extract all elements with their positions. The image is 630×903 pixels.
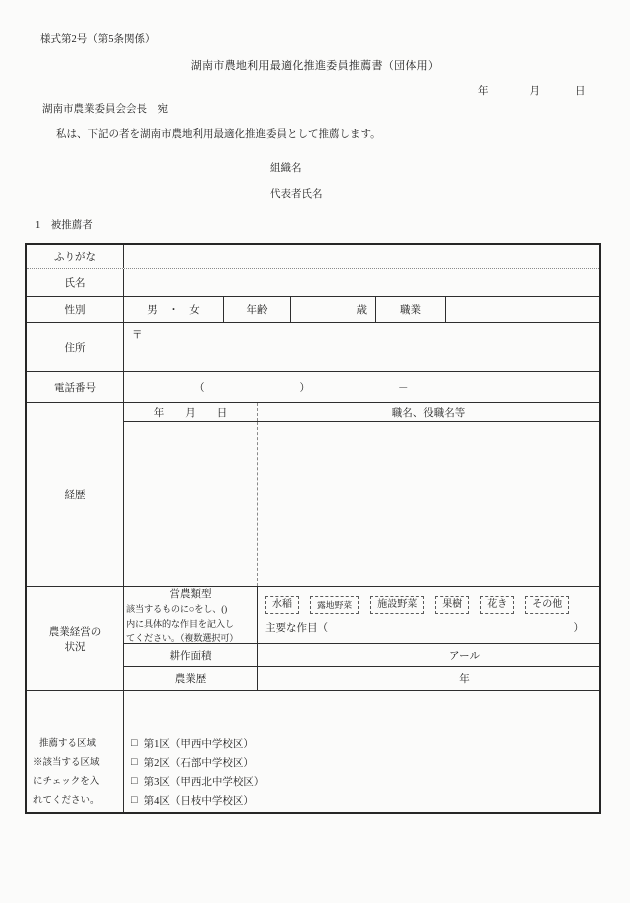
farming-status-label-line1: 農業経営の xyxy=(48,626,102,638)
date-line xyxy=(478,83,586,98)
phone-paren-close: ） xyxy=(299,382,310,394)
occupation-label: 職業 xyxy=(376,297,446,322)
district-label xyxy=(27,691,124,812)
table-row-furigana xyxy=(27,245,599,269)
career-position-header: 職名、役職名等 xyxy=(391,407,466,419)
date-year-label: 年 xyxy=(478,86,489,97)
career-body xyxy=(124,422,599,586)
form-number: 様式第2号（第5条関係） xyxy=(40,34,156,45)
career-date-input[interactable] xyxy=(124,422,258,586)
table-row-career xyxy=(27,403,599,587)
option-box-flowers[interactable]: 花き xyxy=(480,596,514,614)
postal-mark: 〒 xyxy=(132,330,143,341)
farming-history-row xyxy=(124,667,599,690)
farming-type-label-cell xyxy=(124,587,258,643)
farming-status-label-line2: 状況 xyxy=(64,641,86,653)
district-option-1 xyxy=(131,734,599,753)
farming-type-options xyxy=(265,596,589,614)
phone-label: 電話番号 xyxy=(27,372,124,402)
career-date-header: 年 月 日 xyxy=(124,403,258,421)
address-label: 住所 xyxy=(27,323,124,371)
phone-dash: － xyxy=(398,382,409,394)
farming-type-row xyxy=(124,587,599,644)
farming-history-input[interactable]: 年 xyxy=(459,674,470,685)
table-row-phone xyxy=(27,372,599,403)
district-label-line4: れてください。 xyxy=(33,796,100,806)
district-option-4-label: 第4区（日枝中学校区） xyxy=(143,796,254,807)
gender-label: 性別 xyxy=(27,297,124,322)
name-input[interactable] xyxy=(124,269,599,296)
age-label: 年齢 xyxy=(224,297,291,322)
district-checkbox-3[interactable]: □ xyxy=(131,775,138,787)
district-option-4 xyxy=(131,791,599,810)
district-label-line3: にチェックを入 xyxy=(33,777,100,787)
farming-area xyxy=(124,587,599,690)
career-position-input[interactable] xyxy=(258,422,599,586)
representative-name-label: 代表者氏名 xyxy=(270,189,323,200)
phone-input[interactable] xyxy=(124,372,599,402)
organization-name-label: 組織名 xyxy=(270,163,302,174)
nominee-table xyxy=(25,243,601,814)
table-row-gender-age-occupation xyxy=(27,297,599,323)
table-row-district xyxy=(27,691,599,812)
occupation-input[interactable] xyxy=(446,297,599,322)
name-label: 氏名 xyxy=(27,269,124,296)
district-checkbox-2[interactable]: □ xyxy=(131,756,138,768)
table-row-farming-status xyxy=(27,587,599,691)
main-crop-label: 主要な作目（ xyxy=(265,623,328,634)
career-label: 経歴 xyxy=(27,403,124,586)
district-option-3-label: 第3区（甲西北中学校区） xyxy=(143,777,265,788)
furigana-label: ふりがな xyxy=(27,245,124,268)
main-crop-paren-close: ） xyxy=(573,623,584,634)
section-title: 1 被推薦者 xyxy=(35,220,93,231)
option-box-open-field-vegetables[interactable]: 露地野菜 xyxy=(310,596,359,614)
farming-type-options-cell xyxy=(258,587,599,643)
district-label-line2: ※該当する区域 xyxy=(33,758,100,768)
cultivated-area-input[interactable]: アール xyxy=(449,650,480,662)
farming-history-label: 農業歴 xyxy=(124,667,258,690)
age-input[interactable]: 歳 xyxy=(291,297,376,322)
option-box-fruit-trees[interactable]: 果樹 xyxy=(435,596,469,614)
career-header xyxy=(124,403,599,422)
district-option-2 xyxy=(131,753,599,772)
page-title: 湖南市農地利用最適化推進委員推薦書（団体用） xyxy=(190,60,440,72)
cultivated-area-row xyxy=(124,644,599,667)
district-option-1-label: 第1区（甲西中学校区） xyxy=(143,739,254,750)
gender-options[interactable]: 男 ・ 女 xyxy=(124,297,224,322)
phone-paren-open: （ xyxy=(194,382,205,394)
recommendation-statement: 私は、下記の者を湖南市農地利用最適化推進委員として推薦します。 xyxy=(56,129,381,140)
farming-type-note-line2: 内に具体的な作目を記入し xyxy=(126,618,234,629)
date-month-label: 月 xyxy=(529,86,540,97)
farming-type-note-line3: てください。（複数選択可） xyxy=(126,633,239,643)
furigana-input[interactable] xyxy=(124,245,599,268)
district-checkbox-4[interactable]: □ xyxy=(131,794,138,806)
option-box-greenhouse-vegetables[interactable]: 施設野菜 xyxy=(370,596,424,614)
farming-type-title: 営農類型 xyxy=(169,589,212,600)
farming-type-note-line1: 該当するものに○をし、() xyxy=(126,604,227,614)
address-input[interactable] xyxy=(124,323,599,371)
district-option-3 xyxy=(131,772,599,791)
table-row-name xyxy=(27,269,599,297)
district-checkbox-1[interactable]: □ xyxy=(131,737,138,749)
district-label-line1: 推薦する区域 xyxy=(39,739,97,749)
district-option-2-label: 第2区（石部中学校区） xyxy=(143,758,254,769)
career-area xyxy=(124,403,599,586)
table-row-address xyxy=(27,323,599,372)
cultivated-area-label: 耕作面積 xyxy=(124,644,258,666)
district-options xyxy=(124,691,599,812)
main-crop-input[interactable] xyxy=(265,620,589,635)
option-box-rice[interactable]: 水稲 xyxy=(265,596,299,614)
option-box-other[interactable]: その他 xyxy=(525,596,569,614)
date-day-label: 日 xyxy=(575,86,586,97)
farming-status-label xyxy=(27,587,124,690)
addressee: 湖南市農業委員会会長 宛 xyxy=(42,104,168,115)
